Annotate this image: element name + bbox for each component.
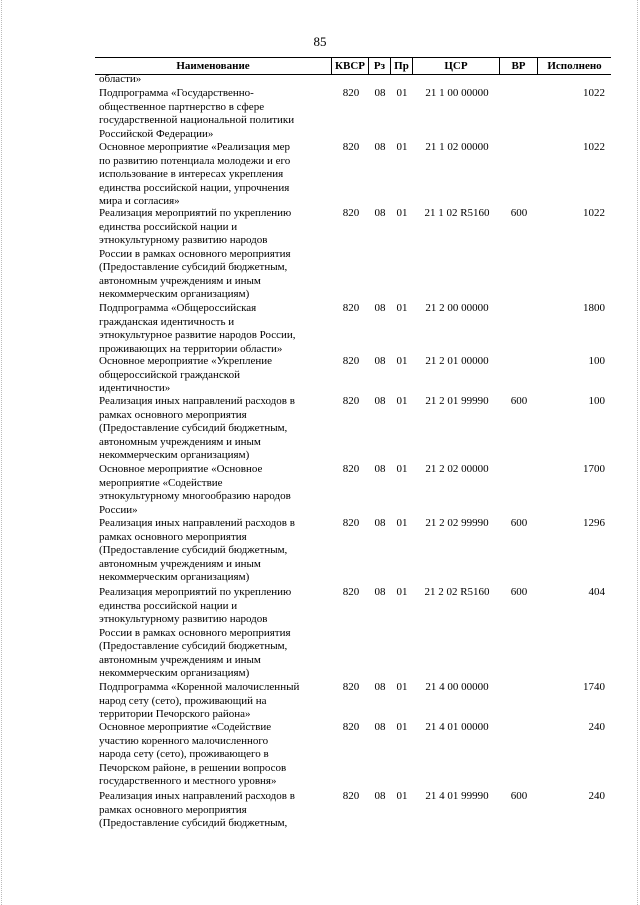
row-executed: 1296 — [583, 517, 605, 529]
row-csr: 21 4 00 00000 — [425, 681, 489, 693]
header-csr: ЦСР — [444, 60, 468, 72]
row-vr: 600 — [510, 790, 528, 802]
row-executed: 1022 — [583, 141, 605, 153]
row-name: Подпрограмма «Коренной малочисленный народ сету (сето), проживающий на территории Печорского района» — [99, 681, 300, 720]
row-executed: 100 — [588, 395, 605, 407]
row-executed: 404 — [588, 586, 605, 598]
row-kvsr: 820 — [342, 302, 360, 314]
row-name: Подпрограмма «Общероссийская гражданская идентичность и этнокультурное развитие народов России, проживающих на территории области» — [99, 302, 296, 355]
row-kvsr: 820 — [342, 207, 360, 219]
row-name: Основное мероприятие «Содействие участию коренного малочисленного народа сету (сето), проживающего в Печорском районе, в решении вопросов государственного и местного уровня» — [99, 721, 287, 787]
row-csr: 21 2 02 00000 — [425, 463, 489, 475]
row-vr: 600 — [510, 517, 528, 529]
row-name: Основное мероприятие «Реализация мер по развитию потенциала молодежи и его использование в интересах укрепления единства российской нации, упрочнения мира и согласия» — [99, 141, 291, 207]
row-pr: 01 — [396, 517, 408, 529]
header-name: Наименование — [176, 60, 250, 72]
row-kvsr: 820 — [342, 87, 360, 99]
row-executed: 1800 — [583, 302, 605, 314]
row-name: Реализация иных направлений расходов в рамках основного мероприятия (Предоставление субсидий бюджетным, автономным учреждениям и иным некоммерческим организациям) — [99, 395, 295, 461]
header-kvsr: КВСР — [335, 60, 365, 72]
row-rz: 08 — [374, 586, 386, 598]
row-rz: 08 — [374, 681, 386, 693]
row-csr: 21 4 01 00000 — [425, 721, 489, 733]
row-executed: 1700 — [583, 463, 605, 475]
row-csr: 21 2 02 99990 — [425, 517, 489, 529]
row-pr: 01 — [396, 302, 408, 314]
row-kvsr: 820 — [342, 790, 360, 802]
row-name: Реализация иных направлений расходов в рамках основного мероприятия (Предоставление субсидий бюджетным, — [99, 790, 295, 829]
row-pr: 01 — [396, 141, 408, 153]
scan-edge-left — [1, 0, 2, 905]
row-kvsr: 820 — [342, 395, 360, 407]
row-csr: 21 1 02 00000 — [425, 141, 489, 153]
row-name: области» — [99, 73, 142, 85]
row-pr: 01 — [396, 395, 408, 407]
row-csr: 21 2 01 99990 — [425, 395, 489, 407]
row-vr: 600 — [510, 586, 528, 598]
row-kvsr: 820 — [342, 141, 360, 153]
row-pr: 01 — [396, 586, 408, 598]
header-executed: Исполнено — [547, 60, 602, 72]
row-csr: 21 1 00 00000 — [425, 87, 489, 99]
row-csr: 21 2 01 00000 — [425, 355, 489, 367]
row-pr: 01 — [396, 681, 408, 693]
row-kvsr: 820 — [342, 517, 360, 529]
row-name: Реализация мероприятий по укреплению единства российской нации и этнокультурному развитию народов России в рамках основного мероприятия (Предоставление субсидий бюджетным, автономным учреждениям и иным некоммерческим организациям) — [99, 207, 292, 300]
row-name: Основное мероприятие «Укрепление общероссийской гражданской идентичности» — [99, 355, 273, 394]
row-kvsr: 820 — [342, 355, 360, 367]
row-pr: 01 — [396, 87, 408, 99]
row-csr: 21 2 00 00000 — [425, 302, 489, 314]
row-executed: 240 — [588, 790, 605, 802]
row-rz: 08 — [374, 395, 386, 407]
header-pr: Пр — [394, 60, 409, 72]
row-vr: 600 — [510, 395, 528, 407]
row-pr: 01 — [396, 790, 408, 802]
row-csr: 21 4 01 99990 — [425, 790, 489, 802]
row-executed: 1022 — [583, 207, 605, 219]
row-name: Реализация иных направлений расходов в рамках основного мероприятия (Предоставление субсидий бюджетным, автономным учреждениям и иным некоммерческим организациям) — [99, 517, 295, 583]
row-kvsr: 820 — [342, 721, 360, 733]
row-executed: 100 — [588, 355, 605, 367]
header-vr: ВР — [511, 60, 526, 72]
row-executed: 240 — [588, 721, 605, 733]
row-kvsr: 820 — [342, 463, 360, 475]
row-csr: 21 2 02 R5160 — [424, 586, 490, 598]
row-rz: 08 — [374, 721, 386, 733]
row-vr: 600 — [510, 207, 528, 219]
row-rz: 08 — [374, 207, 386, 219]
row-rz: 08 — [374, 790, 386, 802]
row-rz: 08 — [374, 141, 386, 153]
row-pr: 01 — [396, 355, 408, 367]
row-rz: 08 — [374, 302, 386, 314]
row-rz: 08 — [374, 463, 386, 475]
row-rz: 08 — [374, 355, 386, 367]
row-name: Подпрограмма «Государственно- общественное партнерство в сфере государственной национальной политики Российской Федерации» — [99, 87, 295, 140]
row-pr: 01 — [396, 721, 408, 733]
row-rz: 08 — [374, 517, 386, 529]
row-executed: 1740 — [583, 681, 605, 693]
row-executed: 1022 — [583, 87, 605, 99]
row-name: Реализация мероприятий по укреплению единства российской нации и этнокультурному развитию народов России в рамках основного мероприятия (Предоставление субсидий бюджетным, автономным учреждениям и иным некоммерческим организациям) — [99, 586, 292, 679]
row-kvsr: 820 — [342, 586, 360, 598]
row-pr: 01 — [396, 207, 408, 219]
row-name: Основное мероприятие «Основное мероприятие «Содействие этнокультурному многообразию народов России» — [99, 463, 291, 516]
scan-edge-right — [637, 0, 638, 905]
row-pr: 01 — [396, 463, 408, 475]
row-kvsr: 820 — [342, 681, 360, 693]
header-rz: Рз — [373, 60, 386, 72]
row-rz: 08 — [374, 87, 386, 99]
row-csr: 21 1 02 R5160 — [424, 207, 490, 219]
page-number: 85 — [313, 34, 327, 49]
